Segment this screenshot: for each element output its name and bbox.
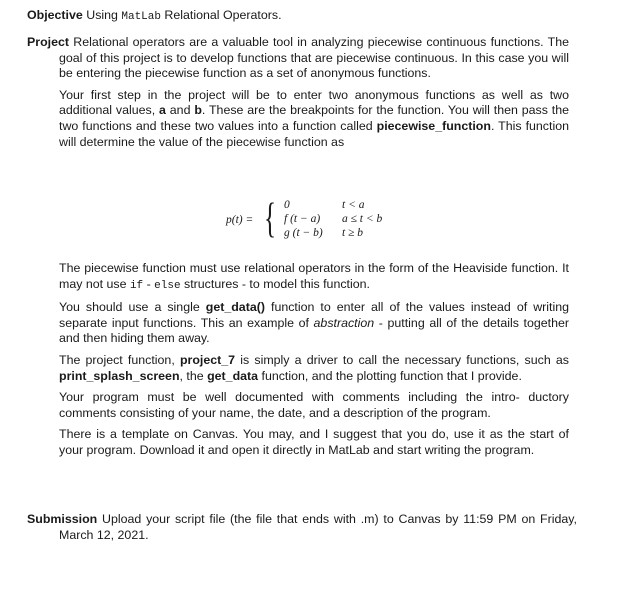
project-p1-text: Relational operators are a valuable tool in analyzing piecewise continuous functions. The goal of this project is to develop functions that are piecewise continuous. In this case you will be entering the piecewise function as a set of anonymous functions. (59, 35, 569, 81)
p5-function-project7: project_7 (179, 352, 236, 367)
submission-section (27, 512, 577, 543)
p3-dash: - (143, 276, 155, 291)
p4-text-a: You should use a single (59, 300, 206, 315)
p4-italic-term: abstraction (313, 315, 375, 330)
piecewise-formula (226, 198, 426, 246)
p2-text-b: and (165, 103, 195, 118)
project-continued (59, 261, 569, 459)
formula-lhs: p(t) = (226, 214, 254, 226)
p3-code-else: else (154, 279, 181, 292)
formula-row-2-expr: f (t − a) (284, 213, 321, 225)
p5-function-splash: print_splash_screen (59, 368, 180, 383)
paragraph-documentation: Your program must be well documented with comments including the intro- ductory comments consisting of your name, the date, and a description of the program. (59, 390, 569, 420)
p2-text-d: . This function will determine the value of the piecewise function as (59, 118, 569, 149)
objective-text-post: Relational Operators. (160, 8, 282, 22)
p5-text-c: , the (179, 368, 208, 383)
formula-row-3-expr: g (t − b) (284, 227, 323, 239)
paragraph-project-function (59, 353, 569, 384)
submission-text: Upload your script file (the file that ends with .m) to Canvas by 11:59 PM on Friday, March 12, 2021. (59, 512, 577, 542)
paragraph-heaviside (59, 261, 569, 294)
p4-function-name: get_data() (205, 300, 265, 315)
formula-row-2-cond: a ≤ t < b (342, 213, 383, 225)
objective-line (27, 8, 627, 26)
paragraph-get-data (59, 300, 569, 347)
submission-paragraph (27, 512, 577, 543)
p2-text-a: Your first step in the project will be to enter two anonymous functions as well as two additional values, (59, 87, 569, 118)
formula-row-1-expr: 0 (284, 199, 290, 211)
p5-function-getdata: get_data (207, 368, 259, 383)
p2-bold-a: a (159, 103, 166, 118)
p4-text-b: function to enter all of the values instead of writing separate input functions. This an example of (59, 300, 569, 330)
formula-row-1-cond: t < a (342, 199, 365, 211)
formula-row-3-cond: t ≥ b (342, 227, 364, 239)
p4-text-c: - putting all of the details together and then hiding them away. (59, 315, 569, 346)
objective-text-pre: Using (86, 8, 122, 22)
p3-text-a: The piecewise function must use relational operators in the form of the Heaviside function. It may not use (59, 261, 569, 291)
p5-text-a: The project function, (59, 352, 180, 367)
project-section (27, 35, 569, 150)
project-paragraph-2 (27, 88, 569, 150)
submission-label: Submission (27, 512, 98, 526)
p3-text-b: structures - to model this function. (180, 276, 370, 291)
project-paragraph-1 (27, 35, 569, 82)
formula-brace: { (264, 196, 277, 242)
p5-text-d: function, and the plotting function that I provide. (258, 368, 522, 383)
paragraph-template: There is a template on Canvas. You may, and I suggest that you do, use it as the start of your program. Download it and open it directly in MatLab and start writing the program. (59, 427, 569, 457)
p2-text-c: . These are the breakpoints for the function. You will then pass the two functions and these two values into a function called (59, 103, 569, 133)
p2-function-name: piecewise_function (376, 118, 491, 133)
p3-code-if: if (129, 279, 144, 292)
project-label: Project (27, 35, 70, 49)
p5-text-b: is simply a driver to call the necessary functions, such as (235, 352, 569, 367)
objective-label: Objective (27, 8, 83, 22)
objective-code: MatLab (121, 11, 161, 23)
p2-bold-b: b (194, 103, 202, 118)
